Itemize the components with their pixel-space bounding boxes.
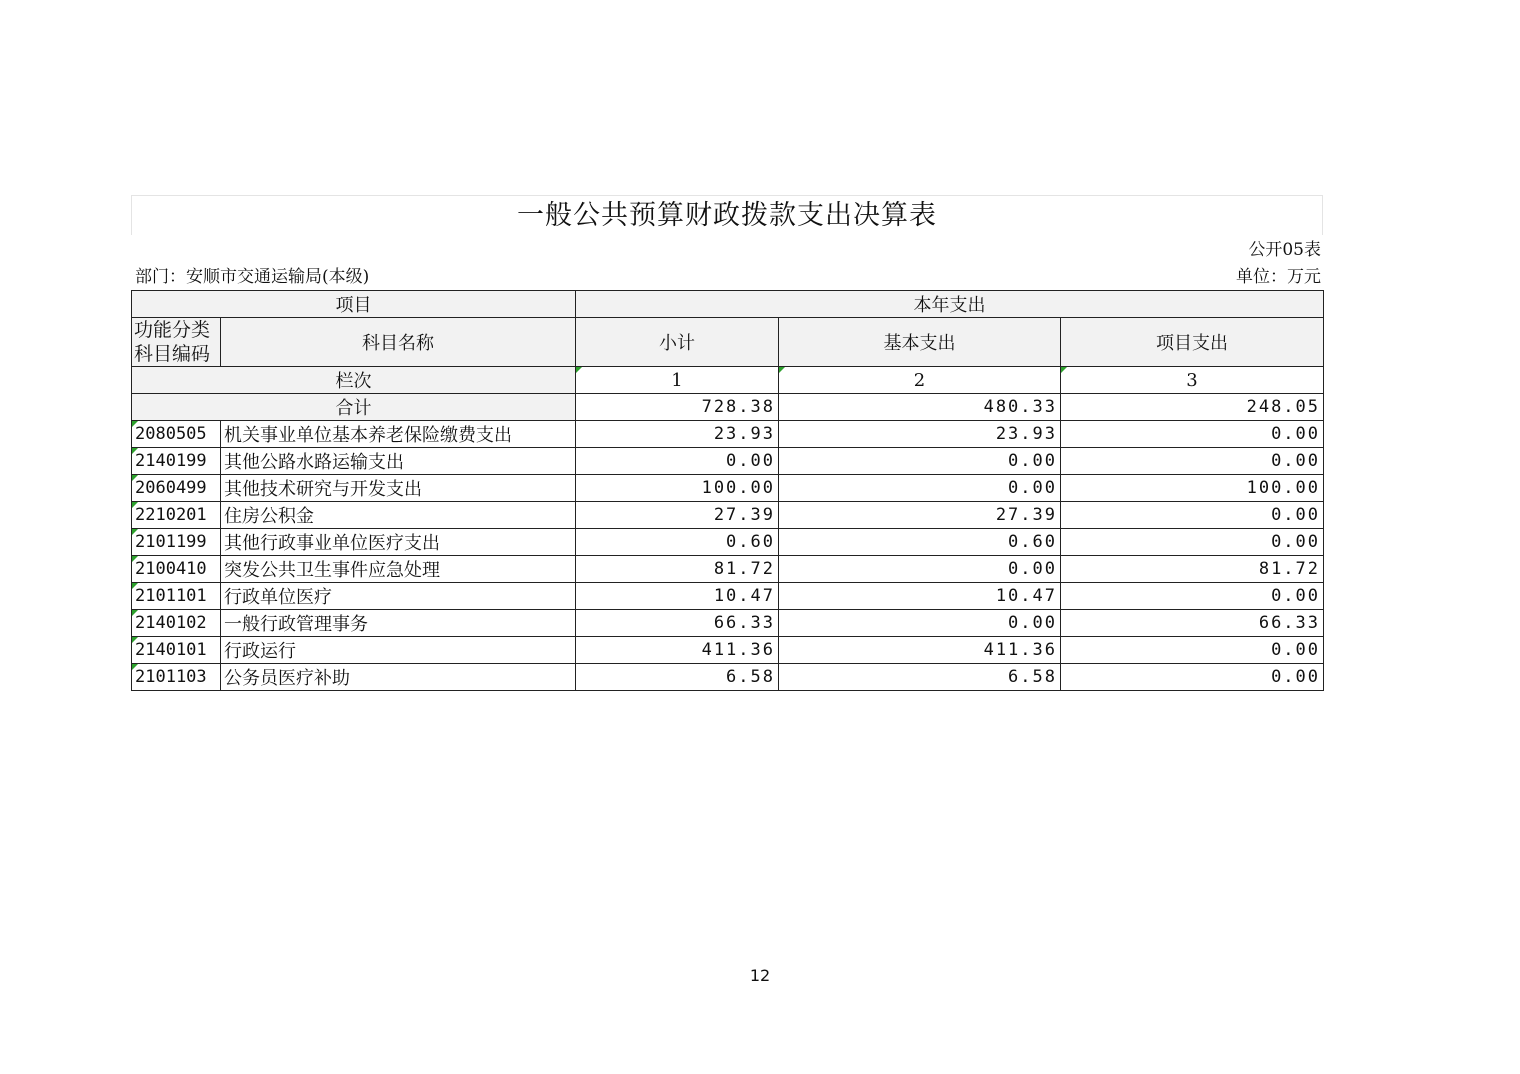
page-number: 12 <box>749 966 771 985</box>
column-number-row <box>132 367 1324 394</box>
column-number-3: 3 <box>1061 367 1324 394</box>
row-project: 0.00 <box>1061 664 1324 691</box>
table-row <box>132 475 1324 502</box>
row-name: 机关事业单位基本养老保险缴费支出 <box>221 421 576 448</box>
total-basic: 480.33 <box>779 394 1061 421</box>
header-row-2 <box>132 318 1324 367</box>
row-subtotal: 10.47 <box>576 583 779 610</box>
row-code: 2140199 <box>132 448 221 475</box>
header-current-year: 本年支出 <box>576 291 1324 318</box>
page-title: 一般公共预算财政拨款支出决算表 <box>517 200 937 231</box>
unit-label: 单位：万元 <box>1236 267 1321 287</box>
table-row <box>132 529 1324 556</box>
row-basic: 27.39 <box>779 502 1061 529</box>
form-number: 公开05表 <box>1248 240 1321 260</box>
row-basic: 0.00 <box>779 610 1061 637</box>
row-code: 2101103 <box>132 664 221 691</box>
row-project: 66.33 <box>1061 610 1324 637</box>
row-subtotal: 81.72 <box>576 556 779 583</box>
row-subtotal: 6.58 <box>576 664 779 691</box>
row-code: 2140102 <box>132 610 221 637</box>
header-basic: 基本支出 <box>779 318 1061 367</box>
department-label: 部门：安顺市交通运输局(本级) <box>135 267 370 287</box>
row-subtotal: 66.33 <box>576 610 779 637</box>
header-code: 功能分类科目编码 <box>132 318 221 367</box>
row-project: 81.72 <box>1061 556 1324 583</box>
row-code: 2060499 <box>132 475 221 502</box>
total-subtotal: 728.38 <box>576 394 779 421</box>
total-row <box>132 394 1324 421</box>
row-project: 0.00 <box>1061 637 1324 664</box>
row-name: 其他行政事业单位医疗支出 <box>221 529 576 556</box>
row-name: 住房公积金 <box>221 502 576 529</box>
header-row-1 <box>132 291 1324 318</box>
row-project: 0.00 <box>1061 529 1324 556</box>
row-code: 2140101 <box>132 637 221 664</box>
row-name: 行政运行 <box>221 637 576 664</box>
table-row <box>132 664 1324 691</box>
row-project: 0.00 <box>1061 448 1324 475</box>
header-subtotal: 小计 <box>576 318 779 367</box>
table-title-box <box>131 195 1323 235</box>
row-basic: 0.00 <box>779 448 1061 475</box>
row-subtotal: 27.39 <box>576 502 779 529</box>
row-basic: 6.58 <box>779 664 1061 691</box>
table-row <box>132 502 1324 529</box>
column-number-1: 1 <box>576 367 779 394</box>
column-number-2: 2 <box>779 367 1061 394</box>
row-basic: 0.00 <box>779 475 1061 502</box>
table-row <box>132 637 1324 664</box>
row-project: 100.00 <box>1061 475 1324 502</box>
row-subtotal: 411.36 <box>576 637 779 664</box>
row-basic: 10.47 <box>779 583 1061 610</box>
header-item: 项目 <box>132 291 576 318</box>
row-code: 2101101 <box>132 583 221 610</box>
total-project: 248.05 <box>1061 394 1324 421</box>
row-name: 其他公路水路运输支出 <box>221 448 576 475</box>
row-project: 0.00 <box>1061 502 1324 529</box>
table-row <box>132 556 1324 583</box>
header-name: 科目名称 <box>221 318 576 367</box>
header-project: 项目支出 <box>1061 318 1324 367</box>
row-basic: 0.60 <box>779 529 1061 556</box>
table-row <box>132 421 1324 448</box>
table-row <box>132 583 1324 610</box>
row-name: 行政单位医疗 <box>221 583 576 610</box>
row-basic: 23.93 <box>779 421 1061 448</box>
row-subtotal: 100.00 <box>576 475 779 502</box>
row-project: 0.00 <box>1061 421 1324 448</box>
row-code: 2210201 <box>132 502 221 529</box>
column-number-label: 栏次 <box>132 367 576 394</box>
row-subtotal: 0.60 <box>576 529 779 556</box>
row-project: 0.00 <box>1061 583 1324 610</box>
row-code: 2100410 <box>132 556 221 583</box>
table-row <box>132 448 1324 475</box>
row-basic: 0.00 <box>779 556 1061 583</box>
row-name: 其他技术研究与开发支出 <box>221 475 576 502</box>
row-subtotal: 0.00 <box>576 448 779 475</box>
row-basic: 411.36 <box>779 637 1061 664</box>
row-name: 公务员医疗补助 <box>221 664 576 691</box>
row-subtotal: 23.93 <box>576 421 779 448</box>
table-row <box>132 610 1324 637</box>
row-name: 一般行政管理事务 <box>221 610 576 637</box>
row-name: 突发公共卫生事件应急处理 <box>221 556 576 583</box>
row-code: 2101199 <box>132 529 221 556</box>
total-label: 合计 <box>132 394 576 421</box>
budget-table <box>131 290 1324 691</box>
row-code: 2080505 <box>132 421 221 448</box>
